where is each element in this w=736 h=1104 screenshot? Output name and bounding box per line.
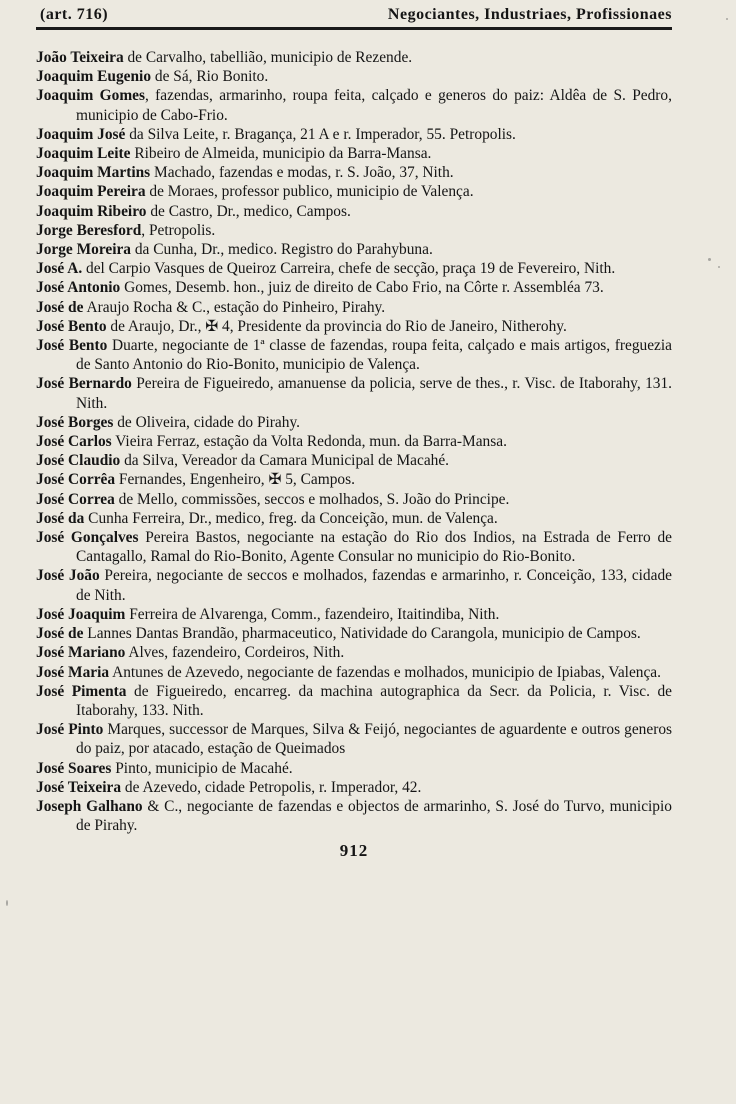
directory-entry bbox=[36, 490, 672, 509]
entry-name: José Antonio bbox=[36, 279, 121, 297]
entry-details: Vieira Ferraz, estação da Volta Redonda, mun. da Barra-Mansa. bbox=[111, 433, 507, 451]
entry-details: de Sá, Rio Bonito. bbox=[151, 68, 269, 86]
directory-entry bbox=[36, 470, 672, 489]
entry-name: Joaquim Gomes bbox=[36, 87, 145, 105]
entry-name: José da bbox=[36, 509, 85, 527]
entry-name: Joaquim Leite bbox=[36, 145, 131, 163]
directory-entry bbox=[36, 413, 672, 432]
directory-entry bbox=[36, 797, 672, 835]
entry-name: José Bento bbox=[36, 337, 108, 355]
entry-name: Joaquim Martins bbox=[36, 164, 151, 182]
directory-entry bbox=[36, 432, 672, 451]
directory-entry bbox=[36, 778, 672, 797]
print-speck bbox=[6, 900, 8, 906]
entry-name: José João bbox=[36, 567, 100, 585]
entry-name: José Corrêa bbox=[36, 471, 116, 489]
entry-details: Ribeiro de Almeida, municipio da Barra-Mansa. bbox=[130, 145, 432, 163]
directory-entry bbox=[36, 528, 672, 566]
print-speck bbox=[726, 18, 728, 20]
entry-name: José Carlos bbox=[36, 433, 112, 451]
directory-entry bbox=[36, 317, 672, 336]
entry-name: Joaquim José bbox=[36, 125, 126, 143]
entry-name: José de bbox=[36, 625, 84, 643]
entry-name: José Bernardo bbox=[36, 375, 132, 393]
directory-entry bbox=[36, 163, 672, 182]
entry-name: José Joaquim bbox=[36, 605, 126, 623]
directory-entry bbox=[36, 374, 672, 412]
entry-name: José Claudio bbox=[36, 452, 121, 470]
entry-details: de Castro, Dr., medico, Campos. bbox=[146, 202, 351, 220]
page-header bbox=[36, 6, 672, 30]
entry-details: da Silva, Vereador da Camara Municipal de Macahé. bbox=[120, 452, 450, 470]
entry-details: de Mello, commissões, seccos e molhados, S. João do Principe. bbox=[114, 490, 510, 508]
directory-entry bbox=[36, 259, 672, 278]
directory-entry bbox=[36, 125, 672, 144]
directory-entry bbox=[36, 566, 672, 604]
directory-entry bbox=[36, 605, 672, 624]
entry-details: de Figueiredo, encarreg. da machina autographica da Secr. da Policia, r. Visc. de Itaborahy, 133. Nith. bbox=[76, 682, 672, 719]
directory-entry bbox=[36, 720, 672, 758]
directory-entry bbox=[36, 240, 672, 259]
entry-details: de Araujo, Dr., ✠ 4, Presidente da provincia do Rio de Janeiro, Nitherohy. bbox=[106, 317, 567, 335]
directory-entry bbox=[36, 336, 672, 374]
entry-name: José Pinto bbox=[36, 721, 104, 739]
entry-details: Alves, fazendeiro, Cordeiros, Nith. bbox=[125, 644, 345, 662]
entry-name: Joaquim Eugenio bbox=[36, 68, 152, 86]
entry-details: Pinto, municipio de Macahé. bbox=[111, 759, 293, 777]
entry-details: del Carpio Vasques de Queiroz Carreira, chefe de secção, praça 19 de Fevereiro, Nith. bbox=[82, 260, 616, 278]
directory-entry bbox=[36, 509, 672, 528]
directory-entry bbox=[36, 67, 672, 86]
directory-entry bbox=[36, 182, 672, 201]
directory-entry bbox=[36, 278, 672, 297]
directory-entry bbox=[36, 298, 672, 317]
entry-name: José Bento bbox=[36, 317, 107, 335]
directory-entry bbox=[36, 48, 672, 67]
directory-entry bbox=[36, 759, 672, 778]
entry-name: José Correa bbox=[36, 490, 115, 508]
entry-details: Machado, fazendas e modas, r. S. João, 37, Nith. bbox=[150, 164, 454, 182]
entry-details: de Oliveira, cidade do Pirahy. bbox=[113, 413, 300, 431]
directory-entry bbox=[36, 643, 672, 662]
entry-name: José Maria bbox=[36, 663, 110, 681]
entry-name: Joaquim Pereira bbox=[36, 183, 146, 201]
entry-details: Cunha Ferreira, Dr., medico, freg. da Conceição, mun. de Valença. bbox=[84, 509, 498, 527]
print-speck bbox=[708, 258, 711, 261]
entry-name: Joaquim Ribeiro bbox=[36, 202, 147, 220]
entry-name: José de bbox=[36, 298, 84, 316]
directory-entry bbox=[36, 221, 672, 240]
entry-name: José Gonçalves bbox=[36, 529, 139, 547]
entry-details: da Silva Leite, r. Bragança, 21 A e r. Imperador, 55. Petropolis. bbox=[125, 125, 516, 143]
page-number: 912 bbox=[339, 841, 369, 861]
entry-details: Marques, successor de Marques, Silva & Feijó, negociantes de aguardente e outros generos do paiz, por atacado, estação de Queimados bbox=[76, 721, 672, 758]
entry-details: , Petropolis. bbox=[141, 221, 216, 239]
section-title: Negociantes, Industriaes, Profissionaes bbox=[387, 6, 672, 23]
entry-details: de Moraes, professor publico, municipio de Valença. bbox=[145, 183, 474, 201]
entry-details: & C., negociante de fazendas e objectos de armarinho, S. José do Turvo, municipio de Pirahy. bbox=[76, 797, 672, 835]
directory-entry bbox=[36, 682, 672, 720]
entry-details: da Cunha, Dr., medico. Registro do Parahybuna. bbox=[131, 241, 433, 259]
directory-entry bbox=[36, 202, 672, 221]
entry-details: Pereira Bastos, negociante na estação do Rio dos Indios, na Estrada de Ferro de Cantagallo, Ramal do Rio-Bonito, Agente Consular no municipio do Rio-Bonito. bbox=[76, 529, 672, 566]
directory-entry bbox=[36, 663, 672, 682]
entry-details: Lannes Dantas Brandão, pharmaceutico, Natividade do Carangola, municipio de Campos. bbox=[83, 625, 641, 643]
entry-name: Jorge Moreira bbox=[36, 241, 132, 259]
directory-entry bbox=[36, 86, 672, 124]
entry-details: , fazendas, armarinho, roupa feita, calçado e generos do paiz: Aldêa de S. Pedro, municipio de Cabo-Frio. bbox=[76, 87, 672, 124]
article-reference: (art. 716) bbox=[40, 6, 109, 23]
entry-name: José Borges bbox=[36, 413, 114, 431]
directory-entry bbox=[36, 451, 672, 470]
entry-details: Pereira de Figueiredo, amanuense da policia, serve de thes., r. Visc. de Itaborahy, 131. Nith. bbox=[76, 375, 673, 412]
entry-details: Araujo Rocha & C., estação do Pinheiro, Pirahy. bbox=[83, 298, 386, 316]
entry-details: Gomes, Desemb. hon., juiz de direito de Cabo Frio, na Côrte r. Assembléa 73. bbox=[120, 279, 604, 297]
entry-name: José Pimenta bbox=[36, 682, 127, 700]
print-speck bbox=[718, 266, 720, 268]
entry-name: José Soares bbox=[36, 759, 112, 777]
entry-details: Pereira, negociante de seccos e molhados, fazendas e armarinho, r. Conceição, 133, cidade de Nith. bbox=[76, 567, 672, 604]
entry-name: João Teixeira bbox=[36, 49, 124, 66]
entry-details: Antunes de Azevedo, negociante de fazendas e molhados, municipio de Ipiabas, Valença. bbox=[109, 663, 661, 681]
entry-name: José A. bbox=[36, 260, 83, 278]
entry-details: Ferreira de Alvarenga, Comm., fazendeiro, Itaitindiba, Nith. bbox=[125, 605, 500, 623]
entry-name: José Teixeira bbox=[36, 778, 122, 796]
entry-details: Fernandes, Engenheiro, ✠ 5, Campos. bbox=[115, 471, 355, 489]
entry-details: de Carvalho, tabellião, municipio de Rezende. bbox=[123, 49, 413, 66]
entry-details: Duarte, negociante de 1ª classe de fazendas, roupa feita, calçado e mais artigos, freguezia de Santo Antonio do Rio-Bonito, municipio de Valença. bbox=[76, 337, 672, 374]
directory-entry bbox=[36, 624, 672, 643]
directory-entry bbox=[36, 144, 672, 163]
entry-details: de Azevedo, cidade Petropolis, r. Imperador, 42. bbox=[121, 778, 422, 796]
entry-name: José Mariano bbox=[36, 644, 126, 662]
directory-entries bbox=[36, 48, 672, 835]
entry-name: Joseph Galhano bbox=[36, 797, 143, 815]
entry-name: Jorge Beresford bbox=[36, 221, 142, 239]
